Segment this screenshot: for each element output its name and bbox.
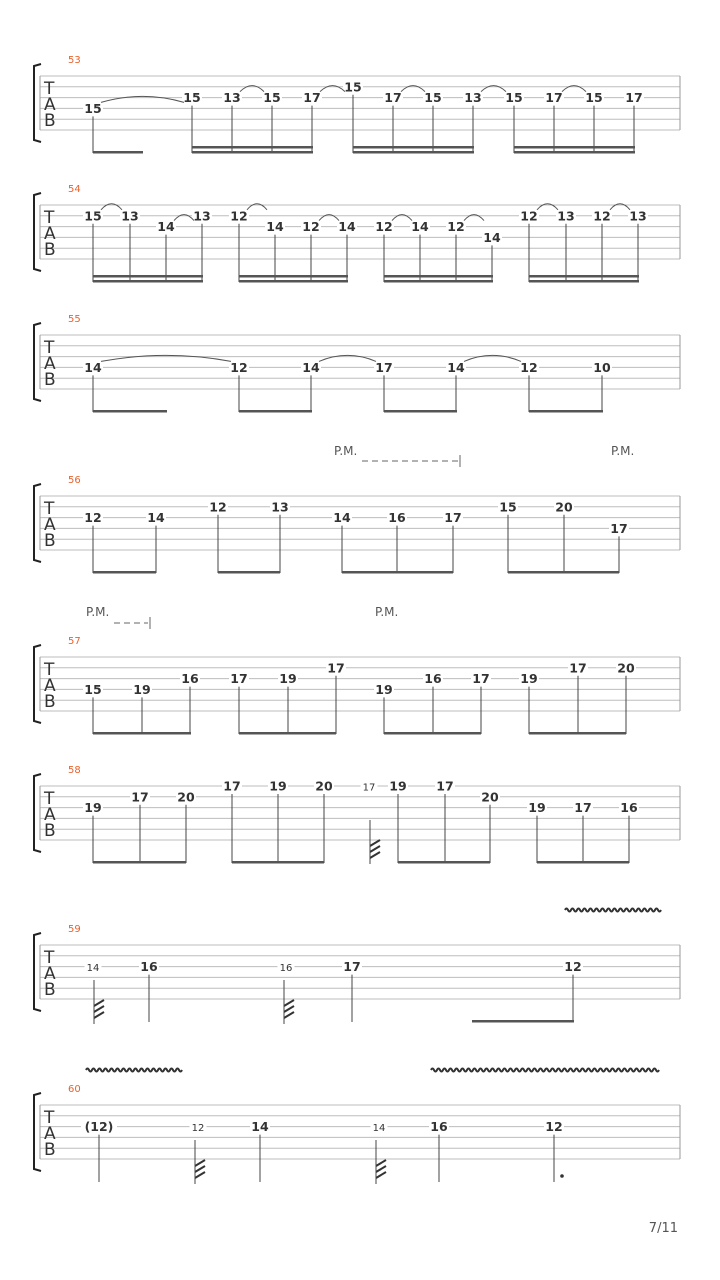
measure-number: 54	[68, 184, 81, 195]
fret-number: 19	[279, 671, 297, 687]
fret-number: 15	[585, 90, 603, 106]
measure-number: 57	[68, 636, 81, 647]
fret-number: 15	[499, 499, 517, 515]
fret-number: 14	[157, 219, 175, 235]
fret-number: 19	[84, 800, 102, 816]
measure-number: 60	[68, 1084, 81, 1095]
note-beam	[384, 280, 493, 283]
note-beam	[93, 280, 203, 283]
tremolo-slash	[94, 1006, 104, 1012]
fret-number: 19	[375, 681, 393, 697]
fret-number: 14	[147, 510, 165, 526]
note-beam	[93, 275, 203, 278]
note-beam	[514, 151, 635, 154]
tab-clef-letter: B	[44, 980, 56, 1000]
fret-number: (12)	[84, 1119, 114, 1135]
tab-clef-letter: T	[44, 208, 55, 228]
tremolo-slash	[370, 852, 380, 858]
measure-number: 56	[68, 475, 81, 486]
fret-number: 17	[472, 671, 490, 687]
fret-number: 20	[315, 778, 333, 794]
fret-number: 15	[424, 90, 442, 106]
tab-clef-letter: B	[44, 111, 56, 131]
fret-number: 17	[625, 90, 643, 106]
fret-number: 14	[266, 219, 284, 235]
note-beam	[232, 861, 324, 864]
note-beam	[93, 571, 156, 574]
note-beam	[529, 280, 639, 283]
fret-number: 15	[84, 100, 102, 116]
tab-clef-letter: A	[44, 95, 56, 115]
note-beam	[384, 410, 457, 413]
note-beam	[353, 146, 474, 149]
fret-number: 14	[483, 229, 501, 245]
tremolo-slash	[195, 1166, 205, 1172]
note-beam	[508, 571, 619, 574]
tab-clef-letter: B	[44, 821, 56, 841]
tab-clef-letter: B	[44, 692, 56, 712]
fret-number: 14	[338, 219, 356, 235]
fret-number: 14	[447, 359, 465, 375]
tremolo-slash	[94, 1012, 104, 1018]
note-beam	[93, 151, 143, 154]
tab-clef-letter: T	[44, 499, 55, 519]
note-beam	[239, 410, 312, 413]
tab-clef-letter: T	[44, 79, 55, 99]
tremolo-slash	[284, 1006, 294, 1012]
fret-number: 15	[84, 681, 102, 697]
note-beam	[93, 410, 167, 413]
fret-number: 17	[362, 782, 376, 794]
fret-number: 16	[388, 510, 406, 526]
fret-number: 20	[177, 789, 195, 805]
fret-number: 12	[230, 208, 248, 224]
fret-number: 19	[269, 778, 287, 794]
fret-number: 12	[302, 219, 320, 235]
tremolo-slash	[376, 1172, 386, 1178]
fret-number: 14	[411, 219, 429, 235]
fret-number: 12	[447, 219, 465, 235]
palm-mute-label: P.M.	[334, 444, 358, 458]
fret-number: 17	[303, 90, 321, 106]
tremolo-slash	[195, 1160, 205, 1166]
fret-number: 17	[327, 660, 345, 676]
fret-number: 15	[263, 90, 281, 106]
fret-number: 15	[84, 208, 102, 224]
fret-number: 14	[333, 510, 351, 526]
fret-number: 16	[279, 963, 293, 975]
fret-number: 14	[302, 359, 320, 375]
fret-number: 14	[86, 963, 100, 975]
tab-clef-letter: T	[44, 789, 55, 809]
fret-number: 15	[344, 79, 362, 95]
note-beam	[514, 146, 635, 149]
fret-number: 13	[464, 90, 482, 106]
tab-clef-letter: A	[44, 964, 56, 984]
fret-number: 12	[191, 1123, 205, 1135]
note-beam	[353, 151, 474, 154]
tab-clef-letter: B	[44, 1140, 56, 1160]
palm-mute-label: P.M.	[86, 605, 110, 619]
measure-number: 55	[68, 314, 81, 325]
fret-number: 14	[372, 1123, 386, 1135]
fret-number: 15	[183, 90, 201, 106]
note-beam	[239, 732, 336, 735]
fret-number: 17	[610, 520, 628, 536]
fret-number: 16	[140, 959, 158, 975]
note-beam	[192, 151, 313, 154]
palm-mute-label: P.M.	[611, 444, 635, 458]
tab-clef-letter: A	[44, 354, 56, 374]
note-beam	[384, 732, 481, 735]
tab-clef-letter: A	[44, 1124, 56, 1144]
tremolo-slash	[195, 1172, 205, 1178]
fret-number: 12	[520, 208, 538, 224]
note-beam	[398, 861, 490, 864]
fret-number: 20	[617, 660, 635, 676]
fret-number: 19	[133, 681, 151, 697]
note-beam	[93, 861, 186, 864]
tremolo-slash	[376, 1160, 386, 1166]
fret-number: 14	[84, 359, 102, 375]
fret-number: 16	[620, 800, 638, 816]
note-beam	[537, 861, 629, 864]
tab-clef-letter: T	[44, 338, 55, 358]
vibrato-mark	[565, 909, 661, 912]
tab-clef-letter: T	[44, 948, 55, 968]
fret-number: 12	[84, 510, 102, 526]
note-beam	[529, 275, 639, 278]
tremolo-slash	[376, 1166, 386, 1172]
fret-number: 17	[545, 90, 563, 106]
tab-clef-letter: T	[44, 660, 55, 680]
fret-number: 17	[384, 90, 402, 106]
fret-number: 12	[230, 359, 248, 375]
note-beam	[529, 732, 626, 735]
tremolo-slash	[284, 1012, 294, 1018]
tab-clef-letter: A	[44, 805, 56, 825]
fret-number: 14	[251, 1119, 269, 1135]
tab-clef-letter: T	[44, 1108, 55, 1128]
fret-number: 16	[181, 671, 199, 687]
fret-number: 17	[436, 778, 454, 794]
fret-number: 15	[505, 90, 523, 106]
fret-number: 13	[193, 208, 211, 224]
fret-number: 17	[375, 359, 393, 375]
tremolo-slash	[370, 840, 380, 846]
fret-number: 20	[481, 789, 499, 805]
tab-clef-letter: B	[44, 240, 56, 260]
vibrato-mark	[431, 1069, 659, 1072]
note-beam	[218, 571, 280, 574]
fret-number: 13	[121, 208, 139, 224]
note-beam	[239, 275, 348, 278]
tremolo-slash	[370, 846, 380, 852]
page-number: 7/11	[648, 1221, 678, 1236]
measure-number: 53	[68, 55, 81, 66]
fret-number: 19	[520, 671, 538, 687]
note-beam	[192, 146, 313, 149]
fret-number: 19	[528, 800, 546, 816]
note-beam	[342, 571, 453, 574]
fret-number: 13	[271, 499, 289, 515]
tab-clef-letter: A	[44, 676, 56, 696]
tremolo-slash	[284, 1000, 294, 1006]
vibrato-mark	[86, 1069, 182, 1072]
fret-number: 17	[230, 671, 248, 687]
fret-number: 17	[569, 660, 587, 676]
fret-number: 17	[574, 800, 592, 816]
note-beam	[239, 280, 348, 283]
tab-clef-letter: A	[44, 224, 56, 244]
fret-number: 17	[444, 510, 462, 526]
fret-number: 17	[131, 789, 149, 805]
note-beam	[384, 275, 493, 278]
fret-number: 13	[629, 208, 647, 224]
palm-mute-label: P.M.	[375, 605, 399, 619]
note-beam	[93, 732, 191, 735]
fret-number: 13	[557, 208, 575, 224]
fret-number: 16	[430, 1119, 448, 1135]
fret-number: 13	[223, 90, 241, 106]
tab-clef-letter: B	[44, 370, 56, 390]
fret-number: 16	[424, 671, 442, 687]
measure-number: 59	[68, 924, 81, 935]
fret-number: 19	[389, 778, 407, 794]
fret-number: 10	[593, 359, 611, 375]
fret-number: 17	[343, 959, 361, 975]
fret-number: 12	[564, 959, 582, 975]
tab-clef-letter: B	[44, 531, 56, 551]
tremolo-slash	[94, 1000, 104, 1006]
fret-number: 12	[375, 219, 393, 235]
fret-number: 12	[520, 359, 538, 375]
fret-number: 12	[545, 1119, 563, 1135]
fret-number: 12	[209, 499, 227, 515]
fret-number: 17	[223, 778, 241, 794]
note-beam	[529, 410, 603, 413]
fret-number: 12	[593, 208, 611, 224]
fret-number: 20	[555, 499, 573, 515]
augmentation-dot	[560, 1174, 564, 1178]
measure-number: 58	[68, 765, 81, 776]
tab-clef-letter: A	[44, 515, 56, 535]
note-beam	[472, 1020, 574, 1023]
